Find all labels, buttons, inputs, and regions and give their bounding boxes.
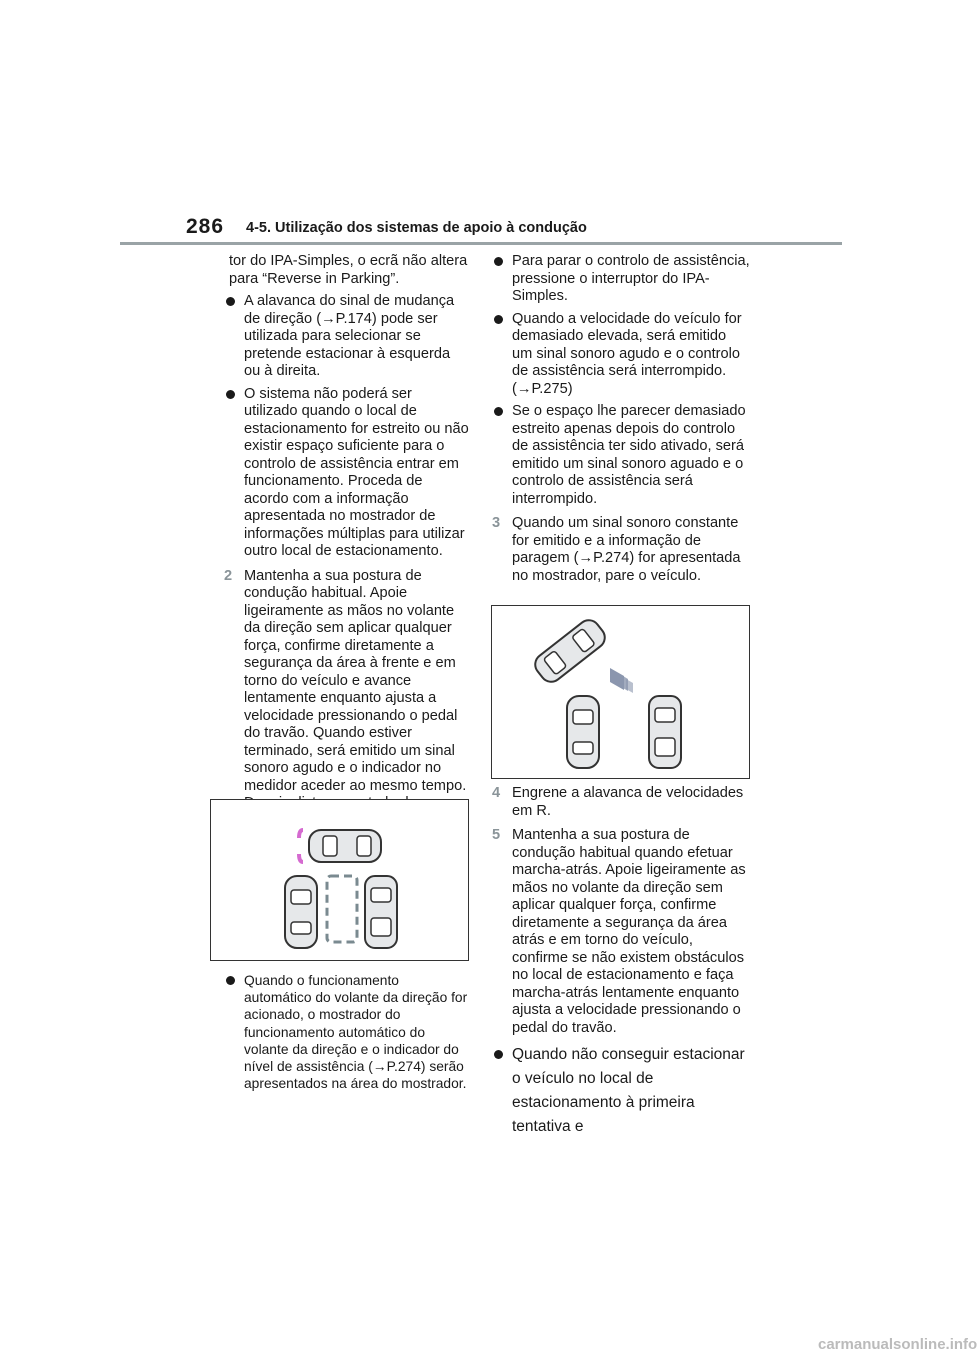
bullet-item: A alavanca do sinal de mudança de direção (→P.174) pode ser utilizada para selecionar se pretende estacionar à esquerda ou à direita. (224, 293, 469, 381)
bullet-item: Quando não conseguir estacionar o veículo no local de estacionamento à primeira tentativa e (492, 1043, 750, 1139)
bullet-item: O sistema não poderá ser utilizado quando o local de estacionamento for estreito ou não existir espaço suficiente para o controlo de assistência entrar em funcionamento. Proceda de acordo com a informação apresentada no mostrador de informações múltiplas para utilizar outro local de estacionamento. (224, 386, 469, 561)
continued-text: tor do IPA-Simples, o ecrã não altera para “Reverse in Parking”. (229, 253, 468, 287)
figure-parking-stop (491, 605, 750, 779)
parked-car-left-icon (285, 876, 317, 948)
right-column (492, 253, 750, 585)
header-rule (120, 242, 842, 245)
parked-car-right-icon (649, 696, 681, 768)
bullet-item: Quando o funcionamento automático do volante da direção for acionado, o mostrador do funcionamento automático do volante da direção e o indicador do nível de assistência (→P.274) serão apresentados na área do mostrador. (224, 972, 469, 1092)
figure-parking-approach (210, 799, 469, 961)
left-column (224, 253, 469, 848)
page-number: 286 (186, 215, 225, 238)
own-car-angled-icon (531, 616, 609, 686)
left-column-bottom (224, 972, 469, 1092)
parked-car-right-icon (365, 876, 397, 948)
own-car-icon (299, 830, 381, 862)
bullet-item: Quando a velocidade do veículo for demasiado elevada, será emitido um sinal sonoro agudo e o controlo de assistência será interrompido. (→P.275) (492, 311, 750, 399)
bullet-item: Se o espaço lhe parecer demasiado estreito apenas depois do controlo de assistência ter sido ativado, será emitido um sinal sonoro aguado e o controlo de assistência será interrompido. (492, 403, 750, 508)
section-title: 4-5. Utilização dos sistemas de apoio à condução (246, 220, 587, 236)
step-2: 2 Mantenha a sua postura de condução habitual. Apoie ligeiramente as mãos no volante da direção sem aplicar qualquer força, confirme diretamente a segurança da área à frente e em torno do veículo e avance lentamente enquanto ajusta a velocidade pressionando o pedal do travão. Quando estiver terminado, será emitido um sinal sonoro agudo e o indicador no medidor aceder ao mesmo tempo. (224, 567, 467, 794)
right-column-bottom (492, 785, 750, 1139)
step-5: 5 Mantenha a sua postura de condução habitual quando efetuar marcha-atrás. Apoie ligeiramente as mãos no volante da direção sem aplicar qualquer força, confirme diretamente a segurança da área atrás e em torno do veículo, confirme se não existem obstáculos no local de estacionamento e faça marcha-atrás lentamente enquanto ajusta a velocidade pressionando o pedal do travão. (492, 827, 746, 1036)
watermark: carmanualsonline.info (818, 1336, 977, 1353)
bullet-item: Para parar o controlo de assistência, pressione o interruptor do IPA-Simples. (492, 253, 750, 306)
stop-indicator-icon (610, 668, 633, 693)
parked-car-left-icon (567, 696, 599, 768)
target-space (327, 876, 357, 942)
step-4: 4 Engrene a alavanca de velocidades em R. (492, 785, 744, 819)
step-3: 3 Quando um sinal sonoro constante for emitido e a informação de paragem (→P.274) for apresentada no mostrador, pare o veículo. (492, 515, 741, 584)
